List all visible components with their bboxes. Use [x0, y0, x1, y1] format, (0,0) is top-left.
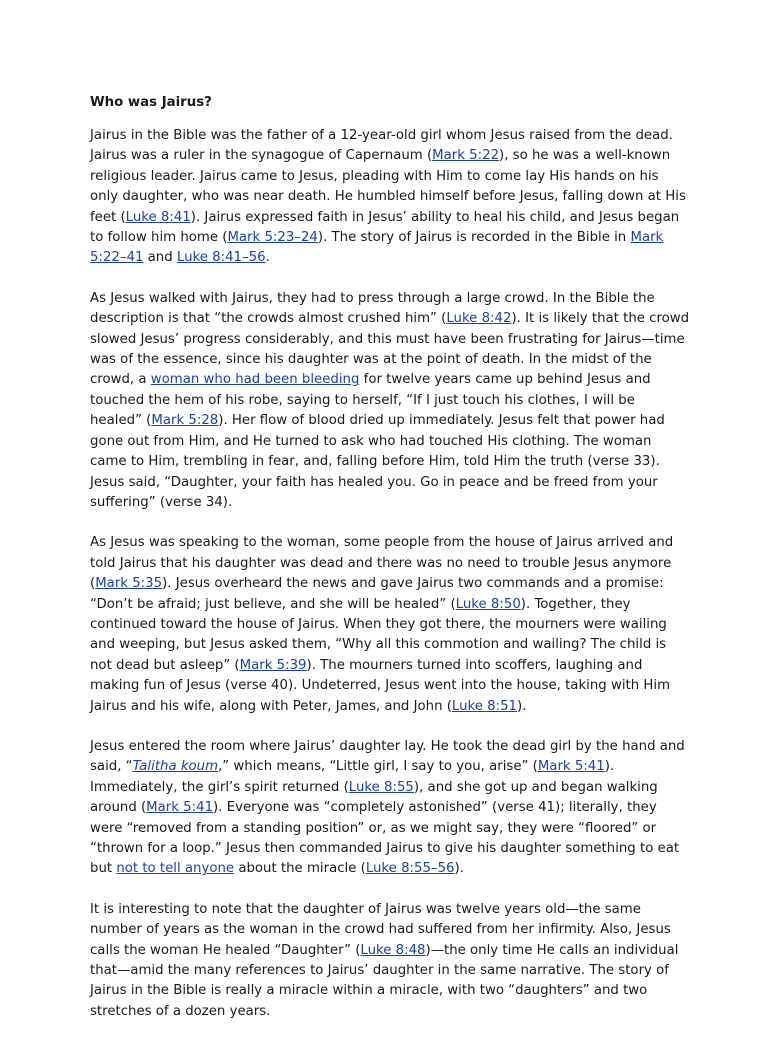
scripture-link[interactable]: Luke 8:50	[455, 596, 521, 612]
paragraph-text: about the miracle (	[234, 861, 366, 877]
paragraph-text: ). The story of Jairus is recorded in the Bible in	[317, 230, 631, 246]
scripture-link[interactable]: Mark 5:39	[239, 657, 307, 673]
paragraph	[90, 533, 690, 717]
paragraph-text: Jesus entered the room where Jairus’ daughter lay. He took the dead girl by the hand and said, “	[90, 738, 685, 775]
document-page	[90, 93, 690, 1042]
paragraph	[90, 737, 690, 880]
paragraph-text: ). Together, they continued toward the house of Jairus. When they got there, the mourners were wailing and weeping, but Jesus asked them, “Why all this commotion and wailing? The child is not dead but asleep” (	[90, 596, 667, 673]
paragraph	[90, 900, 690, 1022]
paragraph-text: ). Jairus expressed faith in Jesus’ ability to heal his child, and Jesus began to follow him home (	[90, 209, 680, 246]
paragraph-text: ). The mourners turned into scoffers, laughing and making fun of Jesus (verse 40). Undeterred, Jesus went into the house, taking with Him Jairus and his wife, along with Peter, James, and John (	[90, 657, 671, 714]
paragraph	[90, 289, 690, 513]
paragraph-text: ). Her flow of blood dried up immediately. Jesus felt that power had gone out from Him, and He turned to ask who had touched His clothing. The woman came to Him, trembling in fear, and, falling before Him, told Him the truth (verse 33). Jesus said, “Daughter, your faith has healed you. Go in peace and be freed from your suffering” (verse 34).	[90, 413, 665, 510]
paragraph-text: ), and she got up and began walking around (	[90, 779, 658, 816]
scripture-link[interactable]: Mark 5:28	[151, 413, 219, 429]
scripture-link[interactable]: Mark 5:35	[95, 576, 163, 592]
scripture-link[interactable]: Mark 5:22	[432, 148, 500, 164]
scripture-link[interactable]: Mark 5:23–24	[227, 230, 318, 246]
paragraph	[90, 126, 690, 269]
paragraph-text: ).	[517, 698, 527, 714]
scripture-link[interactable]: woman who had been bleeding	[150, 372, 360, 388]
paragraph-text: ), so he was a well-known religious leader. Jairus came to Jesus, pleading with Him to come lay His hands on his only daughter, who was near death. He humbled himself before Jesus, falling down at His feet (	[90, 148, 686, 225]
paragraph-text: ). Immediately, the girl’s spirit returned (	[90, 759, 615, 795]
scripture-link[interactable]: Luke 8:41–56	[176, 250, 266, 266]
paragraph-text: .	[265, 250, 270, 266]
paragraph-text: and	[143, 250, 177, 266]
paragraph-text: It is interesting to note that the daughter of Jairus was twelve years old—the same number of years as the woman in the crowd had suffered from her infirmity. Also, Jesus calls the woman He healed “Daughter” (	[90, 901, 671, 958]
paragraph-text: ). It is likely that the crowd slowed Jesus’ progress considerably, and this must have been frustrating for Jairus—time was of the essence, since his daughter was at the point of death. In the midst of the crowd, a	[90, 311, 690, 388]
paragraph-text: As Jesus walked with Jairus, they had to press through a large crowd. In the Bible the description is that “the crowds almost crushed him” (	[90, 290, 655, 327]
paragraph-text: Jairus in the Bible was the father of a 12-year-old girl whom Jesus raised from the dead. Jairus was a ruler in the synagogue of Capernaum (	[90, 128, 673, 164]
paragraph-text: ). Everyone was “completely astonished” (verse 41); literally, they were “removed from a standing position” or, as we might say, they were “floored” or “thrown for a loop.” Jesus then commanded Jairus to give his daughter something to eat but	[90, 800, 680, 877]
scripture-link[interactable]: Luke 8:42	[446, 311, 512, 327]
scripture-link[interactable]: Luke 8:55–56	[365, 861, 455, 877]
scripture-link[interactable]: Mark 5:22–41	[90, 230, 664, 266]
scripture-link[interactable]: Luke 8:55	[348, 779, 414, 795]
scripture-link[interactable]: Luke 8:51	[451, 698, 518, 714]
scripture-link[interactable]: Mark 5:41	[146, 800, 214, 816]
scripture-link[interactable]: Talitha koum	[132, 759, 219, 775]
scripture-link[interactable]: Mark 5:41	[537, 759, 605, 775]
scripture-link[interactable]: Luke 8:41	[125, 209, 191, 225]
paragraph-text: )—the only time He calls an individual that—amid the many references to Jairus’ daughter in the same narrative. The story of Jairus in the Bible is really a miracle within a miracle, with two “daughters” and two stretches of a dozen years.	[90, 942, 679, 1019]
paragraph-text: As Jesus was speaking to the woman, some people from the house of Jairus arrived and told Jairus that his daughter was dead and there was no need to trouble Jesus anymore (	[90, 535, 674, 592]
article-body	[90, 126, 690, 1022]
page-title: Who was Jairus?	[90, 95, 212, 110]
scripture-link[interactable]: Luke 8:48	[360, 942, 426, 958]
scripture-link[interactable]: not to tell anyone	[116, 861, 235, 877]
paragraph-text: ).	[454, 861, 464, 877]
paragraph-text: for twelve years came up behind Jesus and touched the hem of his robe, saying to herself, “If I just touch his clothes, I will be healed” (	[90, 372, 651, 429]
paragraph-text: ,” which means, “Little girl, I say to you, arise” (	[218, 759, 538, 775]
paragraph-text: ). Jesus overheard the news and gave Jairus two commands and a promise: “Don’t be afraid; just believe, and she will be healed” (	[90, 576, 664, 612]
